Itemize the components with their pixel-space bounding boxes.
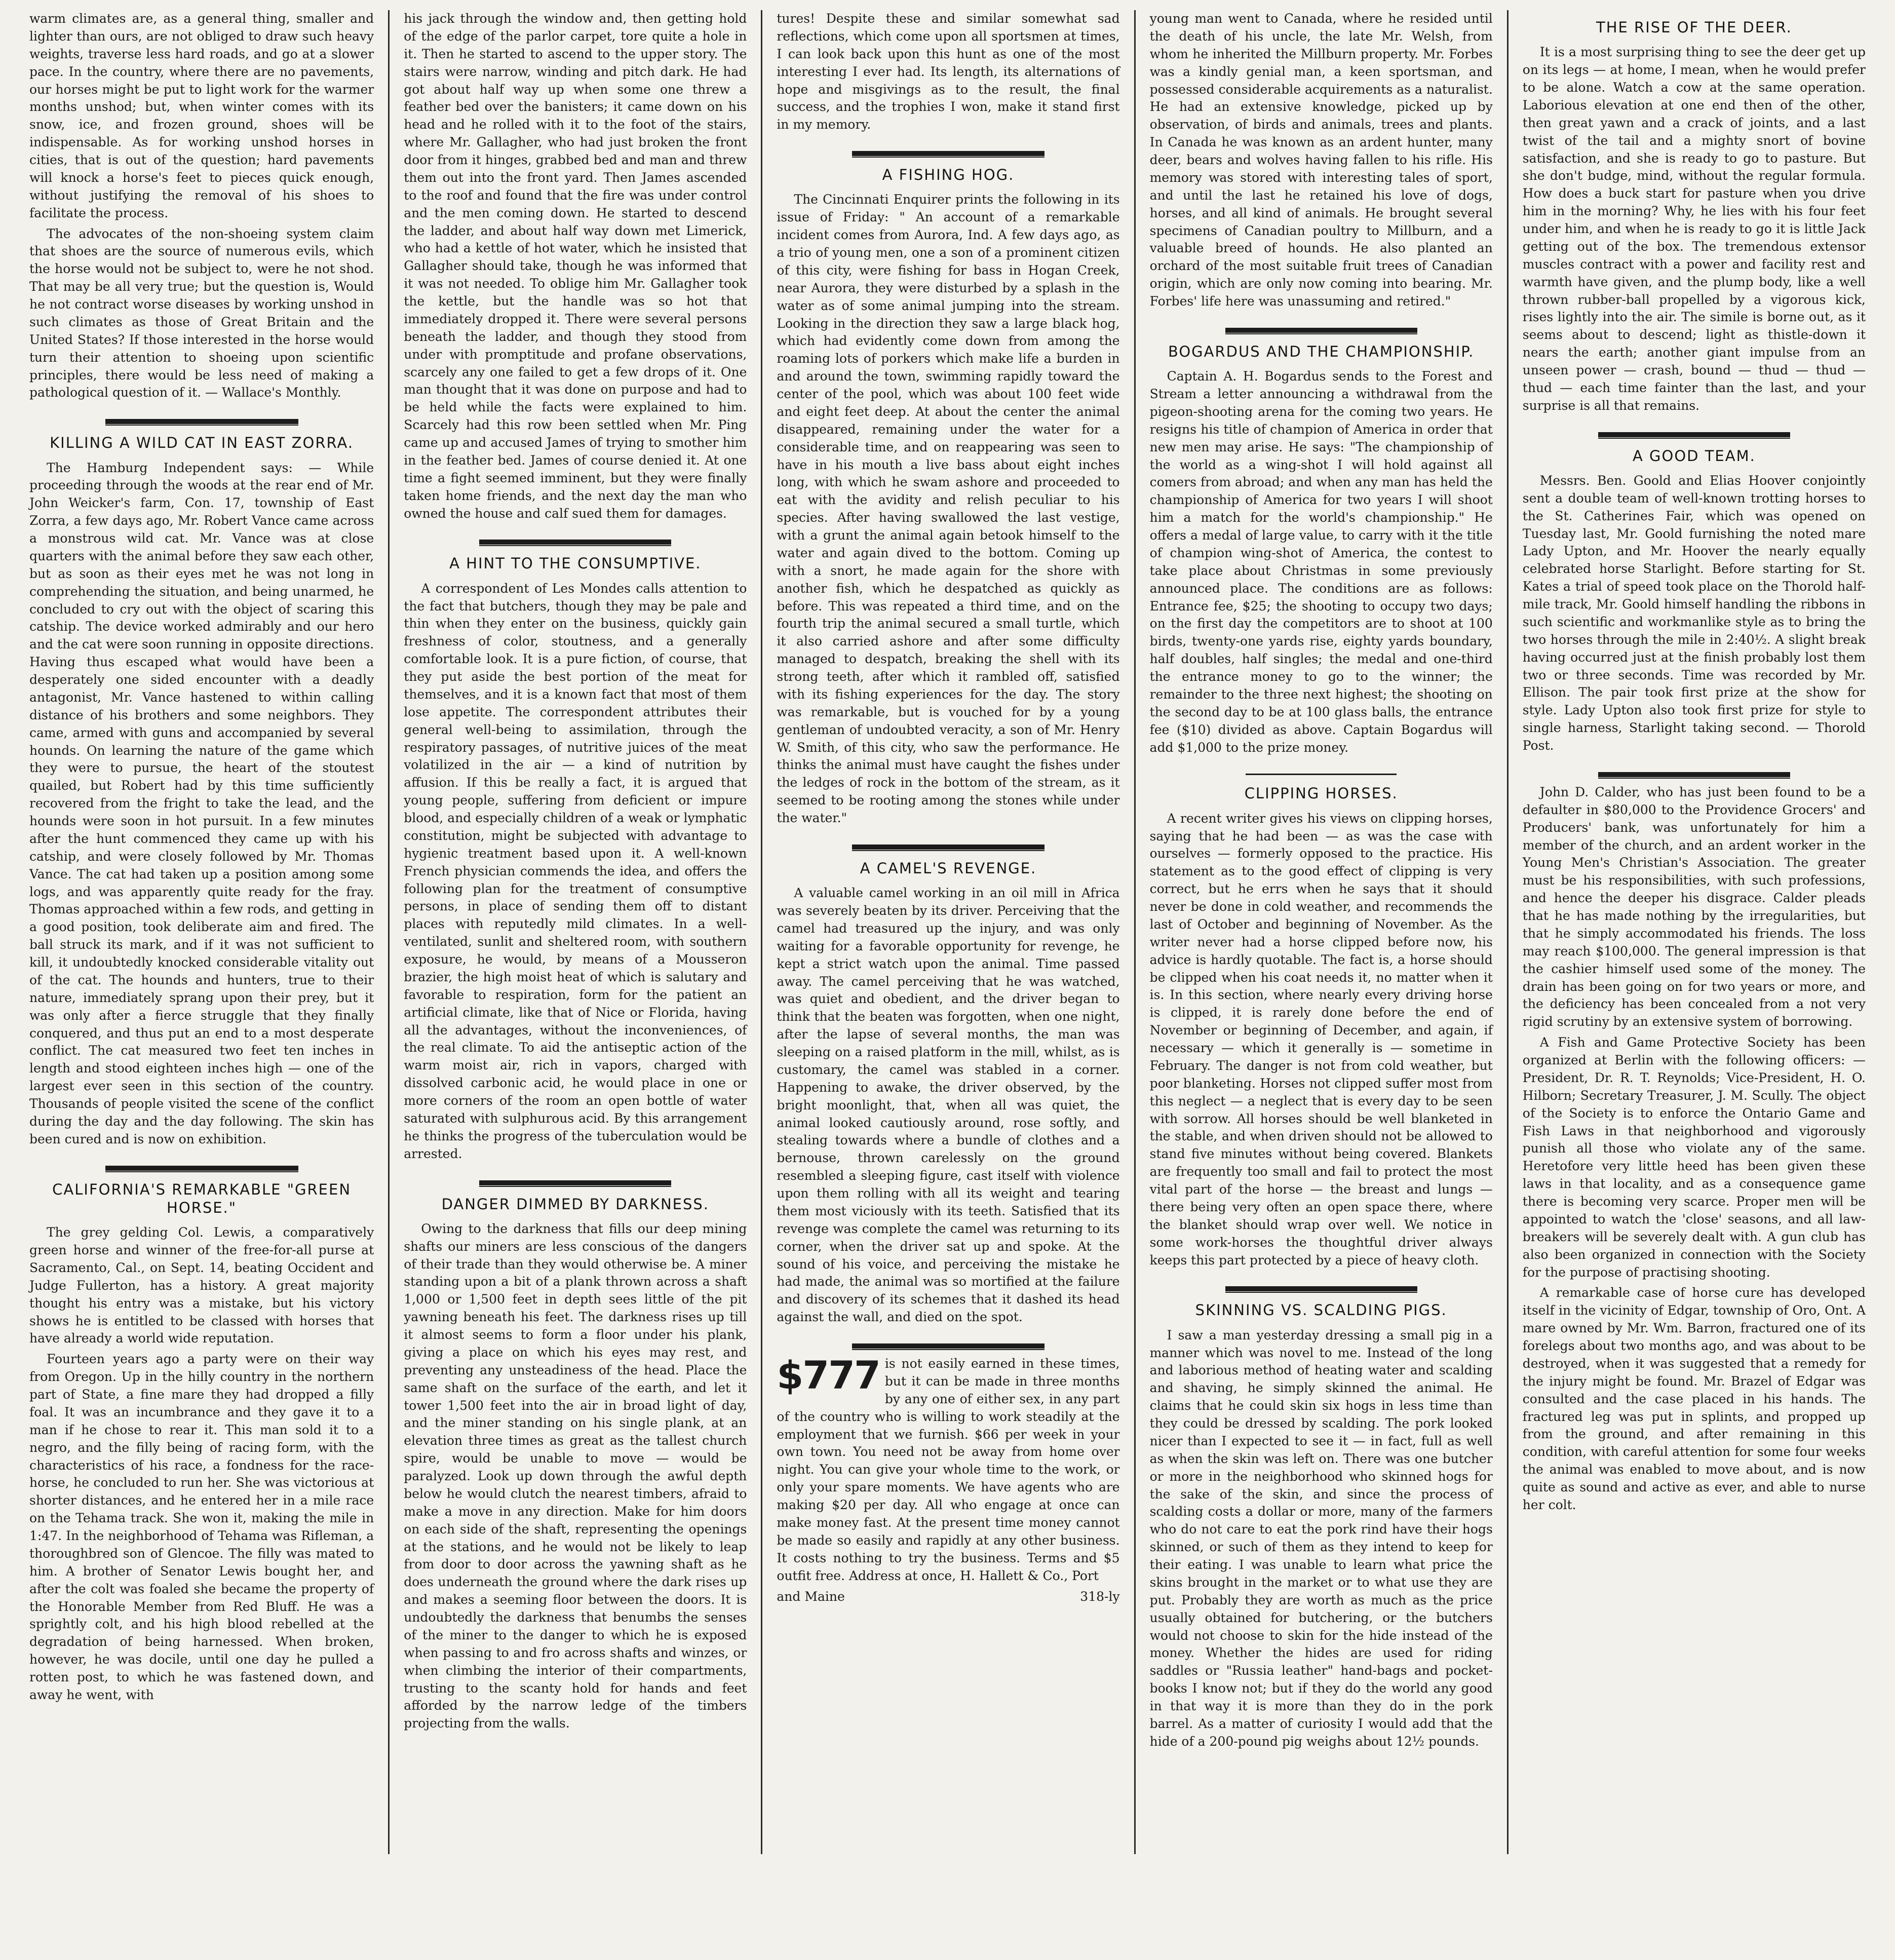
article-paragraph: John D. Calder, who has just been found to be a defaulter in $80,000 to the Providence Grocers' and Producers' bank, was unfortunately for him a member of the church, and an ardent worker in the Young Men's Christian's Association. The greater must be his responsibilities, with such professions, and hence the deeper his disgrace. Calder pleads that he has made nothing by the irregularities, but that he simply accommodated his friends. The loss may reach $100,000. The general impression is that the cashier himself used some of the money. The drain has been going on for two years or more, and the deficiency has been concealed from a not very rigid scrutiny by an extensive system of borrowing. — [1522, 784, 1866, 1029]
article-paragraph: Messrs. Ben. Goold and Elias Hoover conjointly sent a double team of well-known trotting horses to the St. Catherines Fair, which was opened on Tuesday last, Mr. Goold furnishing the noted mare Lady Upton, and Mr. Hoover the nearly equally celebrated horse Starlight. Before starting for St. Kates a trial of speed took place on the Thorold half-mile track, Mr. Goold himself handling the ribbons in such scientific and workmanlike style as to bring the two horses through the mile in 2:40½. A slight break having occurred just at the finish probably lost them two or three seconds. Time was recorded by Mr. Ellison. The pair took first prize at the show for style. Lady Upton also took first prize for style to single harness, Starlight taking second. — Thorold Post. — [1522, 473, 1866, 753]
article-paragraph: The Hamburg Independent says: — While proceeding through the woods at the rear end of Mr. John Weicker's farm, Con. 17, township of East Zorra, a few days ago, Mr. Robert Vance came across a monstrous wild cat. Mr. Vance was at close quarters with the animal before they saw each other, but as soon as their eyes met he was not long in comprehending the situation, and being unarmed, he concluded to cry out with the object of scaring this catship. The device worked admirably and our hero and the cat were soon running in opposite directions. Having thus escaped what would have been a desperately one sided encounter with a deadly antagonist, Mr. Vance hastened to within calling distance of his brothers and some neighbors. They came, armed with guns and accompanied by several hounds. On learning the nature of the game which they were to pursue, the heart of the stoutest quailed, but Robert had by this time sufficiently recovered from the fright to take the lead, and the hounds were soon in hot pursuit. In a few minutes after the hunt commenced they came up with his catship, and were closely followed by Mr. Thomas Vance. The cat had taken up a position among some logs, and was apparently quite ready for the fray. Thomas approached within a few rods, and getting in a good position, took deliberate aim and fired. The ball struck its mark, and if it was not sufficient to kill, it undoubtedly knocked considerable vitality out of the cat. The hounds and hunters, true to their nature, immediately sprang upon their prey, but it was only after a fierce struggle that they finally conquered, and thus put an end to a most desperate conflict. The cat measured two feet ten inches in length and stood eighteen inches high — one of the largest ever seen in this section of the country. Thousands of people visited the scene of the conflict during the day and the day following. The skin has been cured and is now on exhibition. — [29, 460, 374, 1146]
ad-footer-code: 318-ly — [1080, 1589, 1120, 1604]
article-headline: SKINNING VS. SCALDING PIGS. — [1195, 1301, 1447, 1319]
column-2 — [388, 10, 761, 1854]
column-3 — [761, 10, 1134, 1854]
section-divider — [1225, 1286, 1417, 1293]
section-divider — [1246, 774, 1397, 775]
ad-footer — [777, 1588, 1119, 1605]
article-paragraph: A Fish and Game Protective Society has been organized at Berlin with the following officers: — President, Dr. R. T. Reynolds; Vice-President, H. O. Hilborn; Secretary Treasurer, J. M. Scully. The object of the Society is to enforce the Ontario Game and Fish Laws in that neighborhood and vigorously punish all those who violate any of the same. Heretofore very little heed has been given these laws in that locality, and as a consequence game there is becoming very scarce. Proper men will be appointed to watch the 'close' seasons, and all law-breakers will be severely dealt with. A gun club has also been organized in connection with the Society for the purpose of practising shooting. — [1522, 1035, 1866, 1280]
article-paragraph: I saw a man yesterday dressing a small pig in a manner which was novel to me. Instead of the long and laborious method of heating water and scalding and shaving, he simply skinned the animal. He claims that he could skin six hogs in less time than they could be dressed by scalding. The pork looked nicer than I expected to see it — in fact, full as well as when the skin was left on. There was one butcher or more in the neighborhood who skinned hogs for the sake of the skin, and since the process of scalding costs a dollar or more, many of the farmers who do not care to eat the pork rind have their hogs skinned, or such of them as they intend to keep for their eating. I was unable to learn what price the skins brought in the market or to what use they are put. Probably they are worth as much as the price usually obtained for butchering, or the butchers would not choose to skin for the hide instead of the money. Whether the hides are used for riding saddles or "Russia leather" hand-bags and pocket-books I know not; but if they do the world any good in that way it is more than they do in the pork barrel. As a matter of curiosity I would add that the hide of a 200-pound pig weighs about 12½ pounds. — [1149, 1327, 1493, 1749]
section-divider — [105, 419, 298, 426]
section-divider — [852, 151, 1044, 158]
article-paragraph: The Cincinnati Enquirer prints the following in its issue of Friday: " An account of a remarkable incident comes from Aurora, Ind. A few days ago, as a trio of young men, one a son of a prominent citizen of this city, were fishing for bass in Hogan Creek, near Aurora, they were disturbed by a splash in the water as of some animal jumping into the stream. Looking in the direction they saw a large black hog, which had evidently come down from among the roaming lots of porkers which make life a burden in and around the town, swimming rapidly toward the center of the pool, which was about 100 feet wide and eight feet deep. At about the center the animal disappeared, remaining under the water for a considerable time, and on reappearing was seen to have in his mouth a live bass about eight inches long, with which he swam ashore and proceeded to eat with the avidity and relish peculiar to his species. After having swallowed the last vestige, with a grunt the animal again betook himself to the water and again dived to the bottom. Coming up with a snort, he made again for the shore with another fish, which he despatched as quickly as before. This was repeated a third time, and on the fourth trip the animal secured a small turtle, which it also carried ashore and after some difficulty managed to despatch, breaking the shell with its strong teeth, after which it rambled off, satisfied with its fishing experiences for the day. The story was remarkable, but is vouched for by a young gentleman of undoubted veracity, a son of Mr. Henry W. Smith, of this city, who saw the performance. He thinks the animal must have caught the fishes under the ledges of rock in the bottom of the stream, as it seemed to be rooting among the stones while under the water." — [777, 192, 1120, 825]
article-paragraph: A remarkable case of horse cure has developed itself in the vicinity of Edgar, township of Oro, Ont. A mare owned by Mr. Wm. Barron, fractured one of its forelegs about two months ago, and was about to be destroyed, when it was suggested that a remedy for the injury might be found. Mr. Brazel of Edgar was consulted and the case placed in his hands. The fractured leg was put in splints, and propped up from the ground, and after remaining in this condition, with careful attention for some four weeks the animal was enabled to move about, and is now quite as sound and active as ever, and able to nurse her colt. — [1522, 1285, 1866, 1512]
article-paragraph: A correspondent of Les Mondes calls attention to the fact that butchers, though they may be pale and thin when they enter on the business, quickly gain freshness of color, stoutness, and a generally comfortable look. It is a pure fiction, of course, that they put aside the best portion of the meat for themselves, and it is a known fact that most of them lose appetite. The correspondent attributes their general well-being to assimilation, through the respiratory passages, of nutritive juices of the meat volatilized in the air — a kind of nutrition by affusion. If this be really a fact, it is argued that young people, suffering from deficient or impure blood, and especially children of a weak or lymphatic constitution, might be subjected with advantage to hygienic treatment based upon it. A well-known French physician commends the idea, and offers the following plan for the treatment of consumptive persons, in place of sending them off to distant places with reputedly mild climates. In a well-ventilated, sunlit and sheltered room, with southern exposure, he would, by means of a Mousseron brazier, the high moist heat of which is salutary and favorable to respiration, form for the patient an artificial climate, like that of Nice or Florida, having all the advantages, without the inconveniences, of the real climate. To aid the antiseptic action of the warm moist air, rich in vapors, charged with dissolved carbonic acid, he would place in one or more corners of the room an open bottle of water saturated with sulphurous acid. By this arrangement he thinks the progress of the tuberculation would be arrested. — [404, 581, 747, 1161]
article-horse-shoeing — [29, 10, 374, 402]
column-5 — [1507, 10, 1880, 1854]
article-paragraph: The advocates of the non-shoeing system claim that shoes are the source of numerous evils, which the horse would not be subject to, were he not shod. That may be all very true; but the question is, Would he not contract worse diseases by working unshod in such climates as those of Great Britain and the United States? If those interested in the horse would turn their attention to shoeing upon scientific principles, there would be less need of making a pathological question of it. — Wallace's Monthly. — [29, 226, 374, 400]
article-paragraph: A valuable camel working in an oil mill in Africa was severely beaten by its driver. Perceiving that the camel had treasured up the injury, and was only waiting for a favorable opportunity for revenge, he kept a strict watch upon the animal. Time passed away. The camel perceiving that he was watched, was quiet and obedient, and the driver began to think that the beaten was forgotten, when one night, after the lapse of several months, the man was sleeping on a raised platform in the mill, whilst, as is customary, the camel was stabled in a corner. Happening to awake, the driver observed, by the bright moonlight, that, when all was quiet, the animal looked cautiously around, rose softly, and stealing towards where a bundle of clothes and a bernouse, thrown carelessly on the ground resembled a sleeping figure, cast itself with violence upon them rolling with all its weight and tearing them most viciously with its teeth. Satisfied that its revenge was complete the camel was returning to its corner, when the driver sat up and spoke. At the sound of his voice, and perceiving the mistake he had made, the animal was so mortified at the failure and discovery of its schemes that it dashed its head against the wall, and died on the spot. — [777, 886, 1120, 1325]
advertisement — [777, 1355, 1119, 1605]
article-paragraph: The grey gelding Col. Lewis, a comparatively green horse and winner of the free-for-all purse at Sacramento, Cal., on Sept. 14, beating Occident and Judge Fullerton, has a history. A great majority thought his entry was a mistake, but his victory shows he is entitled to be classed with horses that have already a world wide reputation. — [29, 1225, 374, 1346]
section-divider — [852, 844, 1044, 851]
section-divider — [852, 1343, 1044, 1350]
article-headline: KILLING A WILD CAT IN EAST ZORRA. — [50, 434, 354, 452]
section-divider — [1598, 772, 1790, 779]
article-headline: DANGER DIMMED BY DARKNESS. — [441, 1195, 709, 1213]
article-news-briefs — [1523, 784, 1866, 1514]
article-headline: BOGARDUS AND THE CHAMPIONSHIP. — [1168, 342, 1475, 360]
section-divider — [479, 1180, 671, 1187]
article-headline: A HINT TO THE CONSUMPTIVE. — [449, 555, 702, 572]
section-divider — [479, 540, 671, 546]
article-paragraph: Fourteen years ago a party were on their way from Oregon. Up in the hilly country in the northern part of State, a fine mare they had dropped a filly foal. It was an incumbrance and they gave it to a man if he chose to rear it. This man sold it to a negro, and the filly being of racing form, with the characteristics of his race, a fondness for the race-horse, he concluded to run her. She was victorious at shorter distances, and he entered her in a mile race on the Tehama track. She won it, making the mile in 1:47. In the neighborhood of Tehama was Rifleman, a thoroughbred son of Glencoe. The filly was mated to him. A brother of Senator Lewis bought her, and after the colt was foaled she became the property of the Honorable Member from Red Bluff. He was a sprightly colt, and his high blood rebelled at the degradation of being harnessed. When broken, however, he was docile, until one day he pulled a rotten post, to which he was fastened down, and away he went, with — [29, 1352, 374, 1702]
article-forbes-obituary — [1150, 10, 1493, 311]
article-headline: THE RISE OF THE DEER. — [1596, 19, 1792, 36]
column-4 — [1134, 10, 1507, 1854]
article-wild-cat — [29, 434, 374, 1148]
ad-lead-amount: $777 — [777, 1353, 880, 1398]
article-fire-story — [404, 10, 747, 522]
article-bogardus — [1150, 342, 1493, 757]
article-headline: A CAMEL'S REVENGE. — [860, 859, 1037, 877]
article-paragraph: tures! Despite these and similar somewhat sad reflections, which come upon all sportsmen at times, I can look back upon this hunt as one of the most interesting I ever had. Its length, its alternations of hope and misgivings as to the result, the final success, and the trophies I won, make it stand first in my memory. — [777, 11, 1120, 132]
section-divider — [1598, 432, 1790, 439]
article-headline: CALIFORNIA'S REMARKABLE "GREEN HORSE." — [52, 1180, 352, 1216]
ad-footer-address: and Maine — [777, 1589, 845, 1604]
article-clipping-horses — [1150, 784, 1493, 1269]
section-divider — [1225, 328, 1417, 334]
article-paragraph: Captain A. H. Bogardus sends to the Forest and Stream a letter announcing a withdrawal from the pigeon-shooting arena for the coming two years. He resigns his title of champion of America in order that new men may arise. He says: "The championship of the world as a wing-shot I will hold against all comers from abroad; and when any man has held the championship of America for two years I will shoot him a match for the world's championship." He offers a medal of large value, to carry with it the title of champion wing-shot of America, the contest to take place about Christmas in some previously announced place. The conditions are as follows: Entrance fee, $25; the shooting to occupy two days; on the first day the competitors are to shoot at 100 birds, twenty-one yards rise, eighty yards boundary, half doubles, half singles; the medal and one-third the entrance money to go to the winner; the remainder to the three next highest; the shooting on the second day to be at 100 glass balls, the entrance fee ($10) divided as above. Captain Bogardus will add $1,000 to the prize money. — [1149, 369, 1493, 755]
article-rise-of-deer — [1523, 18, 1866, 415]
article-camel-revenge — [777, 859, 1119, 1326]
article-consumptive — [404, 554, 747, 1163]
article-paragraph: It is a most surprising thing to see the deer get up on its legs — at home, I mean, when he would prefer to be alone. Watch a cow at the same operation. Laborious elevation at one end then of the other, then great yawn and a crack of joints, and a last twist of the tail and a mighty snort of bovine satisfaction, and she is ready to go to pasture. But she don't budge, mind, without the regular formula. How does a buck start for pasture when you drive him in the morning? Why, he lies with his four feet under him, and when he is ready to go it is little Jack getting out of the box. The tremendous extensor muscles contract with a power and facility rest and warmth have given, and the plump body, like a well thrown rubber-ball propelled by a vigorous kick, rises lightly into the air. The simile is borne out, as it seems about to descend; light as thistle-down it nears the earth; another giant impulse from an unseen power — crash, bound — thud — thud — thud — each time fainter than the last, and your surprise is all that remains. — [1522, 45, 1866, 413]
article-headline: A GOOD TEAM. — [1632, 447, 1756, 465]
column-1 — [15, 10, 388, 1854]
article-hunt-ending — [777, 10, 1119, 134]
ad-text: is not easily earned in these times, but it can be made in three months by any one of either sex, in any part of the country who is willing to work steadily at the employment that we furnish. $66 per week in your own town. You need not be away from home over night. You can give your whole time to the work, or only your spare moments. We have agents who are making $20 per day. All who engage at once can make money fast. At the present time money cannot be made so easily and rapidly at any other business. It costs nothing to try the business. Terms and $5 outfit free. Address at once, H. Hallett & Co., Port — [777, 1356, 1120, 1583]
article-fishing-hog — [777, 166, 1119, 827]
article-danger-darkness — [404, 1195, 747, 1733]
article-paragraph: his jack through the window and, then getting hold of the edge of the parlor carpet, tore quite a hole in it. Then he started to ascend to the upper story. The stairs were narrow, winding and pitch dark. He had got about half way up when some one threw a feather bed over the banisters; it came down on his head and he rolled with it to the foot of the stairs, where Mr. Gallagher, who had just broken the front door from it hinges, grabbed bed and man and threw them out into the front yard. Then James ascended to the roof and found that the fire was under control and the men coming down. He started to descend the ladder, and about half way down met Limerick, who had a kettle of hot water, which he insisted that Gallagher should take, though he was informed that it was not needed. To oblige him Mr. Gallagher took the kettle, but the handle was so hot that immediately dropped it. There were several persons beneath the ladder, and though they stood from under with promptitude and profane observations, scarcely any one failed to get a few drops of it. One man thought that it was done on purpose and had to be held while the facts were explained to him. Scarcely had this row been settled when Mr. Ping came up and accused James of trying to smother him in the feather bed. James of course denied it. At one time a fight seemed imminent, but they were finally taken home friends, and the next day the man who owned the house and calf sued them for damages. — [404, 11, 747, 521]
article-skinning-pigs — [1150, 1301, 1493, 1750]
article-good-team — [1523, 447, 1866, 755]
article-headline: CLIPPING HORSES. — [1244, 785, 1398, 802]
article-paragraph: Owing to the darkness that fills our deep mining shafts our miners are less conscious of the dangers of their trade than they would otherwise be. A miner standing upon a bit of a plank thrown across a shaft 1,000 or 1,500 feet in depth sees little of the pit yawning beneath his feet. The darkness rises up till it almost seems to form a floor under his plank, giving a place on which his eyes may rest, and preventing any unsteadiness of the head. Place the same shaft on the surface of the earth, and let it tower 1,500 feet into the air in broad light of day, and the miner standing on his single plank, at an elevation three times as great as the tallest church spire, would be unable to move — would be paralyzed. Look up down through the awful depth below he would clutch the nearest timbers, afraid to make a move in any direction. Make for him doors on each side of the shaft, representing the openings at the stations, and he would not be likely to leap from door to door across the yawning shaft as he does underneath the ground where the dark rises up and makes a seeming floor between the doors. It is undoubtedly the darkness that benumbs the senses of the miner to the danger to which he is exposed when passing to and fro across shafts and winzes, or when climbing the interior of their compartments, trusting to the scanty hold for hands and feet afforded by the narrow ledge of the timbers projecting from the walls. — [404, 1221, 747, 1731]
section-divider — [105, 1166, 298, 1172]
article-paragraph: A recent writer gives his views on clipping horses, saying that he had been — as was the case with ourselves — formerly opposed to the practice. His statement as to the good effect of clipping is very correct, but he errs when he says that it should never be done in cold weather, and recommends the last of October and beginning of November. As the writer never had a horse clipped before now, his advice is hardly quotable. The fact is, a horse should be clipped when his coat needs it, no matter when it is. In this section, where nearly every driving horse is clipped, it is rarely done before the end of November or beginning of December, and again, if necessary — which it generally is — sometime in February. The danger is not from cold weather, but poor blanketing. Horses not clipped suffer most from this neglect — a neglect that is every day to be seen with sorrow. All horses should be well blanketed in the stable, and when driven should not be allowed to stand five minutes without being covered. Blankets are frequently too small and fail to protect the most vital part of the horse — the breast and lungs — there being very often an open space there, where the blanket should wrap over well. We notice in some work-horses the thoughtful driver always keeps this part protected by a piece of heavy cloth. — [1149, 811, 1493, 1267]
article-paragraph: warm climates are, as a general thing, smaller and lighter than ours, are not obliged to draw such heavy weights, traverse less hard roads, and go at a slower pace. In the country, where there are no pavements, our horses might be put to light work for the warmer months unshod; but, when winter comes with its snow, ice, and frozen ground, shoes will be indispensable. As for working unshod horses in cities, that is out of the question; hard pavements will knock a horse's feet to pieces quick enough, without justifying the removal of his shoes to facilitate the process. — [29, 11, 374, 220]
ad-body — [777, 1355, 1119, 1585]
article-headline: A FISHING HOG. — [882, 166, 1015, 184]
article-paragraph: young man went to Canada, where he resided until the death of his uncle, the late Mr. Welsh, from whom he inherited the Millburn property. Mr. Forbes was a kindly genial man, a keen sportsman, and possessed considerable acquirements as a naturalist. He had an extensive knowledge, picked up by observation, of birds and animals, trees and plants. In Canada he was known as an ardent hunter, many deer, bears and wolves having fallen to his rifle. His memory was stored with interesting tales of sport, and until the last he retained his love of dogs, horses, and all kind of animals. He brought several specimens of Canadian poultry to Millburn, and a valuable breed of hounds. He also planted an orchard of the most suitable fruit trees of Canadian origin, which are only now coming into bearing. Mr. Forbes' life here was unassuming and retired." — [1149, 11, 1493, 309]
article-green-horse — [29, 1180, 374, 1704]
